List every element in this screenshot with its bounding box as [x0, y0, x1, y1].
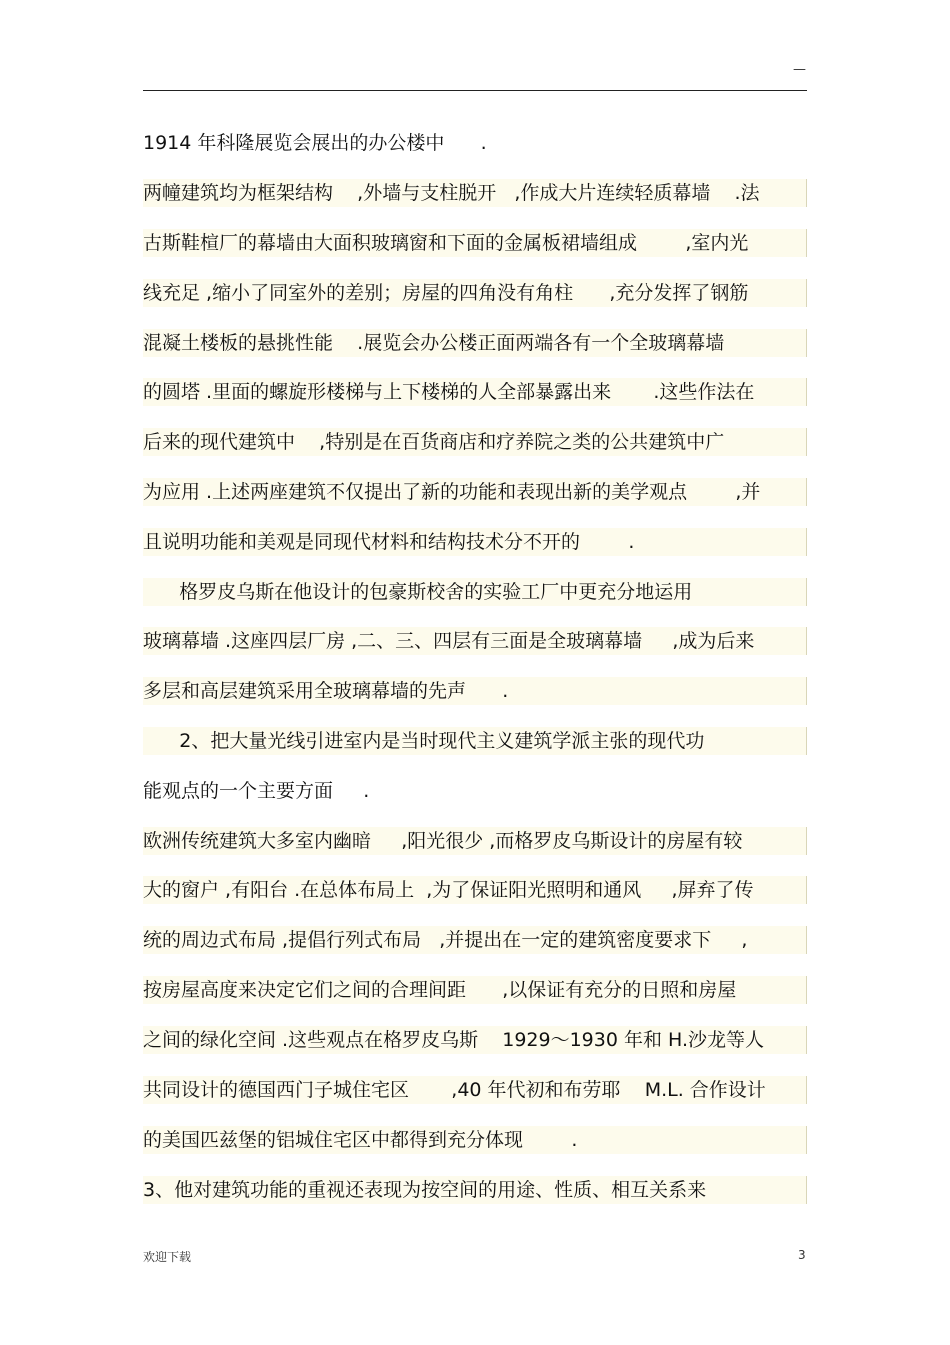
body-line: 格罗皮乌斯在他设计的包豪斯校舍的实验工厂中更充分地运用 [143, 578, 807, 606]
body-line: 的圆塔 .里面的螺旋形楼梯与上下楼梯的人全部暴露出来 .这些作法在 [143, 378, 807, 406]
body-line: 为应用 .上述两座建筑不仅提出了新的功能和表现出新的美学观点 ,并 [143, 478, 807, 506]
body-line: 的美国匹兹堡的铝城住宅区中都得到充分体现 . [143, 1126, 807, 1154]
body-line: 且说明功能和美观是同现代材料和结构技术分不开的 . [143, 528, 807, 556]
page-number: 3 [798, 1248, 806, 1262]
body-line: 混凝土楼板的悬挑性能 .展览会办公楼正面两端各有一个全玻璃幕墙 [143, 329, 807, 357]
body-line: 大的窗户 ,有阳台 .在总体布局上 ,为了保证阳光照明和通风 ,屏弃了传 [143, 876, 807, 904]
body-line: 统的周边式布局 ,提倡行列式布局 ,并提出在一定的建筑密度要求下 , [143, 926, 807, 954]
footer-text: 欢迎下载 [143, 1250, 192, 1264]
body-line: 玻璃幕墙 .这座四层厂房 ,二、三、四层有三面是全玻璃幕墙 ,成为后来 [143, 627, 807, 655]
body-line: 2、把大量光线引进室内是当时现代主义建筑学派主张的现代功 [143, 727, 807, 755]
body-line: 两幢建筑均为框架结构 ,外墙与支柱脱开 ,作成大片连续轻质幕墙 .法 [143, 179, 807, 207]
body-line: 之间的绿化空间 .这些观点在格罗皮乌斯 1929～1930 年和 H.沙龙等人 [143, 1026, 807, 1054]
body-line: 按房屋高度来决定它们之间的合理间距 ,以保证有充分的日照和房屋 [143, 976, 807, 1004]
body-line: 后来的现代建筑中 ,特别是在百货商店和疗养院之类的公共建筑中广 [143, 428, 807, 456]
body-line: 1914 年科隆展览会展出的办公楼中 . [143, 132, 487, 154]
body-line: 古斯鞋楦厂的幕墙由大面积玻璃窗和下面的金属板裙墙组成 ,室内光 [143, 229, 807, 257]
body-line: 线充足 ,缩小了同室外的差别；房屋的四角没有角柱 ,充分发挥了钢筋 [143, 279, 807, 307]
body-line: 共同设计的德国西门子城住宅区 ,40 年代初和布劳耶 M.L. 合作设计 [143, 1076, 807, 1104]
body-line: 多层和高层建筑采用全玻璃幕墙的先声 . [143, 677, 807, 705]
body-line: 欧洲传统建筑大多室内幽暗 ,阳光很少 ,而格罗皮乌斯设计的房屋有较 [143, 827, 807, 855]
body-line: 3、他对建筑功能的重视还表现为按空间的用途、性质、相互关系来 [143, 1176, 807, 1204]
header-rule [143, 90, 807, 91]
header-mark: — [793, 62, 806, 77]
body-line: 能观点的一个主要方面 . [143, 780, 370, 802]
